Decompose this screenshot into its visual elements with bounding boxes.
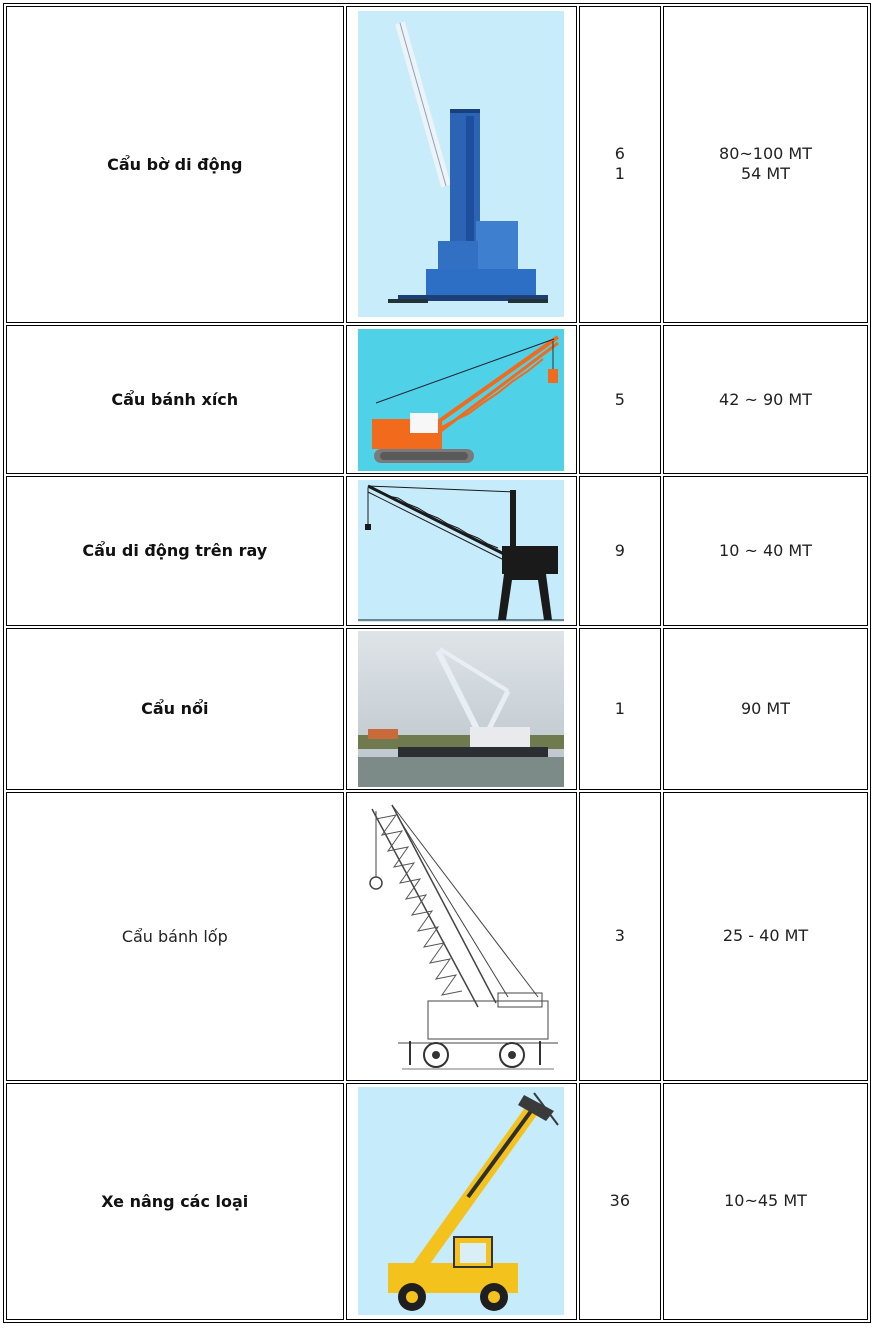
equipment-name: Cẩu nổi (6, 628, 344, 790)
capacity-value: 10~45 MT (724, 1191, 807, 1211)
crawler-crane-image (358, 329, 564, 471)
equipment-image-cell (346, 6, 577, 323)
quantity-cell (579, 6, 661, 323)
rail-crane-image (358, 480, 564, 622)
equipment-image-cell (346, 1083, 577, 1320)
capacity-cell (663, 628, 868, 790)
equipment-table (3, 3, 871, 1323)
capacity-cell (663, 792, 868, 1081)
capacity-value: 10 ~ 40 MT (719, 540, 812, 560)
quantity-value: 36 (609, 1191, 630, 1211)
equipment-name: Cẩu bánh xích (6, 325, 344, 474)
quantity-value: 6 (614, 144, 625, 164)
table-row (6, 628, 868, 790)
equipment-image-cell (346, 792, 577, 1081)
equipment-name: Cẩu bánh lốp (6, 792, 344, 1081)
quantity-cell (579, 792, 661, 1081)
table-row (6, 1083, 868, 1320)
quantity-cell (579, 628, 661, 790)
quantity-value: 3 (614, 926, 625, 946)
equipment-image-cell (346, 476, 577, 625)
table-row (6, 6, 868, 323)
table-row (6, 325, 868, 474)
rough-terrain-crane-drawing (358, 797, 564, 1075)
floating-crane-photo (358, 631, 564, 787)
equipment-name: Cẩu di động trên ray (6, 476, 344, 625)
capacity-value: 90 MT (740, 698, 791, 718)
quantity-value: 1 (614, 698, 625, 718)
table-row (6, 792, 868, 1081)
quantity-value: 9 (614, 540, 625, 560)
equipment-name: Xe nâng các loại (6, 1083, 344, 1320)
capacity-cell (663, 6, 868, 323)
equipment-name: Cẩu bờ di động (6, 6, 344, 323)
equipment-image-cell (346, 325, 577, 474)
quantity-cell (579, 1083, 661, 1320)
quantity-cell (579, 325, 661, 474)
capacity-value: 54 MT (740, 164, 791, 184)
equipment-image-cell (346, 628, 577, 790)
reach-stacker-image (358, 1087, 564, 1315)
capacity-cell (663, 476, 868, 625)
quantity-cell (579, 476, 661, 625)
table-row (6, 476, 868, 625)
capacity-value: 25 - 40 MT (722, 926, 809, 946)
capacity-cell (663, 325, 868, 474)
quantity-value: 5 (614, 389, 625, 409)
capacity-value: 80~100 MT (719, 144, 812, 164)
capacity-cell (663, 1083, 868, 1320)
capacity-value: 42 ~ 90 MT (719, 389, 812, 409)
quantity-value: 1 (614, 164, 625, 184)
mobile-harbour-crane-image (358, 11, 564, 317)
